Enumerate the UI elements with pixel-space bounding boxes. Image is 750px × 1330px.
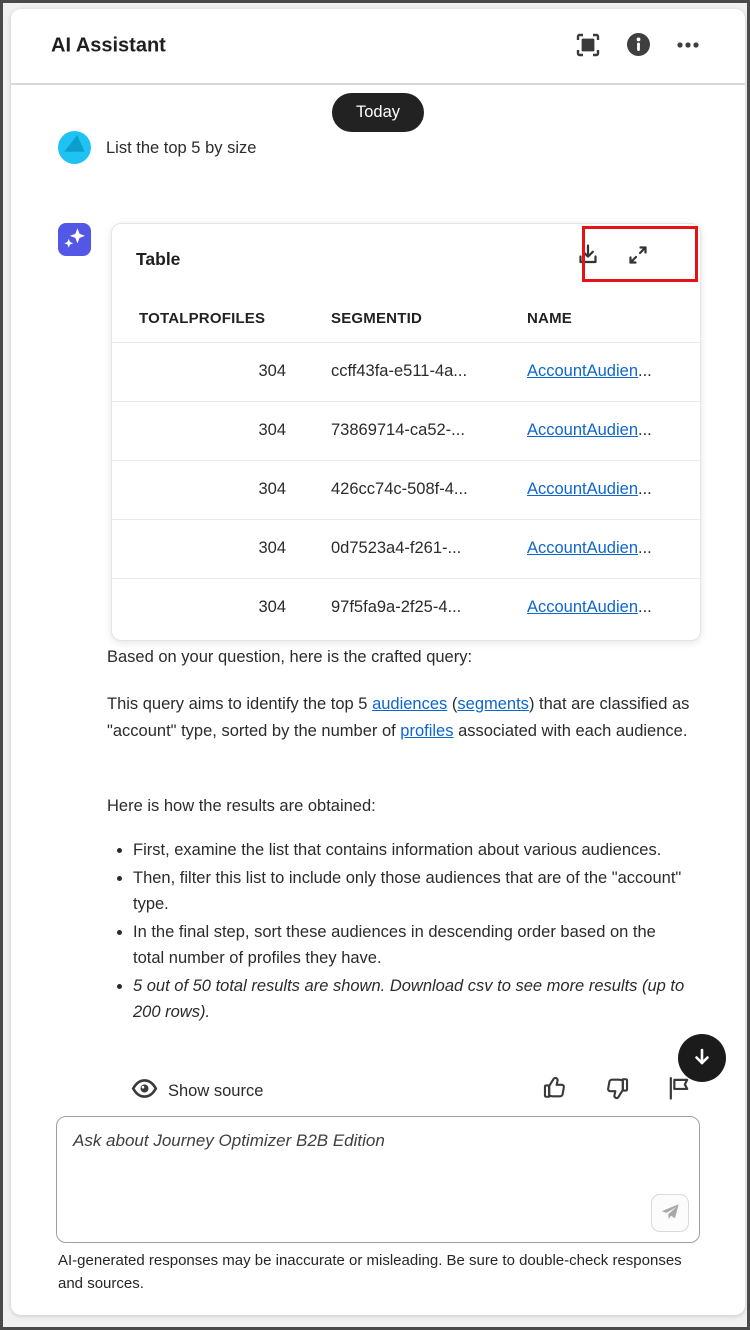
download-icon xyxy=(575,242,601,271)
show-source-button[interactable] xyxy=(131,1075,263,1107)
query-text: ) that are classified as "account" type, sorted by the number of xyxy=(107,695,690,740)
ai-assistant-panel xyxy=(11,9,745,1315)
table-row xyxy=(112,342,702,401)
query-text: associated with each audience. xyxy=(453,721,688,740)
step-item: • In the final step, sort these audiences in descending order based on the total number of profiles they have. xyxy=(133,919,685,972)
fullscreen-icon xyxy=(574,31,602,62)
send-icon xyxy=(659,1201,681,1226)
step-item: • First, examine the list that contains information about various audiences. xyxy=(133,837,685,864)
cell-segmentid: 97f5fa9a-2f25-4... xyxy=(312,578,508,637)
thumbs-up-icon xyxy=(541,1074,569,1105)
name-ellipsis: ... xyxy=(638,480,652,498)
more-icon xyxy=(674,31,702,62)
expand-table-button[interactable] xyxy=(624,242,652,270)
results-table xyxy=(112,296,702,637)
results-note-item: • 5 out of 50 total results are shown. Download csv to see more results (up to 200 rows). xyxy=(133,973,685,1026)
thumbs-up-button[interactable] xyxy=(541,1075,569,1103)
audience-name-link[interactable]: AccountAudien xyxy=(527,539,638,557)
cell-totalprofiles: 304 xyxy=(112,578,312,637)
thumbs-down-icon xyxy=(603,1074,631,1105)
audience-name-link[interactable]: AccountAudien xyxy=(527,480,638,498)
report-flag-button[interactable] xyxy=(665,1075,693,1103)
ai-disclaimer-text: AI-generated responses may be inaccurate or misleading. Be sure to double-check responses and sources. xyxy=(58,1252,682,1292)
info-button[interactable] xyxy=(623,31,653,61)
table-row xyxy=(112,401,702,460)
cell-name xyxy=(508,342,702,401)
column-header-name: NAME xyxy=(527,310,572,328)
table-card-title: Table xyxy=(136,249,181,269)
cell-totalprofiles: 304 xyxy=(112,401,312,460)
date-badge: Today xyxy=(332,93,424,132)
table-row xyxy=(112,460,702,519)
sparkle-icon xyxy=(61,224,88,256)
message-composer xyxy=(56,1116,700,1243)
cell-name xyxy=(508,460,702,519)
cell-totalprofiles: 304 xyxy=(112,519,312,578)
cell-segmentid: 0d7523a4-f261-... xyxy=(312,519,508,578)
send-button[interactable] xyxy=(651,1194,689,1232)
name-ellipsis: ... xyxy=(638,362,652,380)
cell-name xyxy=(508,401,702,460)
panel-header xyxy=(11,9,745,85)
response-table-card xyxy=(111,223,701,641)
cell-name xyxy=(508,519,702,578)
cell-segmentid: 73869714-ca52-... xyxy=(312,401,508,460)
profiles-link[interactable]: profiles xyxy=(400,721,454,740)
table-header-row xyxy=(112,296,702,342)
query-text: ( xyxy=(447,695,458,713)
header-icon-group xyxy=(573,31,703,61)
query-text: This query aims to identify the top 5 xyxy=(107,695,373,713)
scroll-to-bottom-button[interactable] xyxy=(678,1034,726,1082)
prompt-input[interactable] xyxy=(57,1117,699,1242)
cell-segmentid: ccff43fa-e511-4a... xyxy=(312,342,508,401)
show-source-label: Show source xyxy=(168,1081,264,1100)
audience-name-link[interactable]: AccountAudien xyxy=(527,362,638,380)
step-item: • Then, filter this list to include only those audiences that are of the "account" type. xyxy=(133,865,685,918)
eye-icon xyxy=(131,1075,158,1107)
info-icon xyxy=(625,31,652,61)
table-row xyxy=(112,578,702,637)
name-ellipsis: ... xyxy=(638,539,652,557)
user-message: List the top 5 by size xyxy=(106,139,257,157)
audience-name-link[interactable]: AccountAudien xyxy=(527,421,638,439)
user-avatar-shape xyxy=(58,131,91,164)
cell-segmentid: 426cc74c-508f-4... xyxy=(312,460,508,519)
query-intro-text: Based on your question, here is the crafted query: xyxy=(107,648,473,666)
cell-totalprofiles: 304 xyxy=(112,342,312,401)
table-card-actions xyxy=(574,242,652,270)
assistant-avatar xyxy=(58,223,91,256)
steps-list xyxy=(107,837,703,1027)
column-header-segmentid: SEGMENTID xyxy=(331,310,422,328)
name-ellipsis: ... xyxy=(638,598,652,617)
feedback-icon-group xyxy=(541,1075,693,1103)
table-row xyxy=(112,519,702,578)
steps-heading: Here is how the results are obtained: xyxy=(107,797,376,815)
response-footer xyxy=(123,1075,693,1109)
fullscreen-button[interactable] xyxy=(573,31,603,61)
cell-totalprofiles: 304 xyxy=(112,460,312,519)
more-options-button[interactable] xyxy=(673,31,703,61)
segments-link[interactable]: segments xyxy=(457,695,529,713)
thumbs-down-button[interactable] xyxy=(603,1075,631,1103)
user-avatar xyxy=(58,131,91,164)
expand-icon xyxy=(625,242,651,271)
audience-name-link[interactable]: AccountAudien xyxy=(527,598,638,617)
name-ellipsis: ... xyxy=(638,421,652,439)
audiences-link[interactable]: audiences xyxy=(372,695,448,713)
cell-name xyxy=(508,578,702,637)
query-description xyxy=(107,691,703,744)
down-arrow-icon xyxy=(691,1046,713,1071)
download-csv-button[interactable] xyxy=(574,242,602,270)
panel-title: AI Assistant xyxy=(51,34,166,57)
column-header-totalprofiles: TOTALPROFILES xyxy=(139,310,266,328)
